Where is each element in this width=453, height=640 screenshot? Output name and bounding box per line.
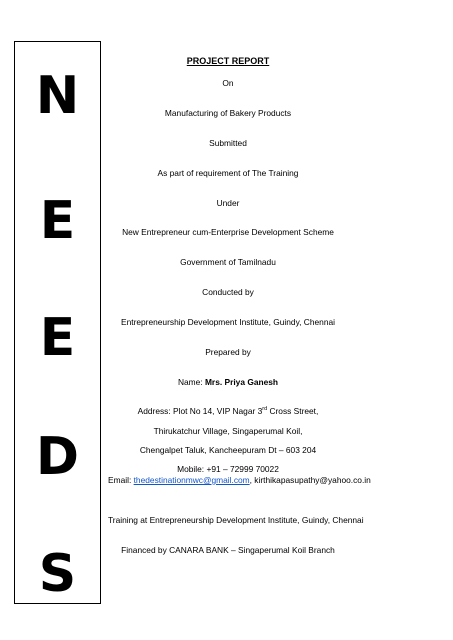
- report-title: PROJECT REPORT: [186, 56, 270, 66]
- side-letter-n: N: [35, 66, 80, 126]
- mobile-number: Mobile: +91 – 72999 70022: [177, 464, 279, 474]
- address-line-1-rest: Cross Street,: [267, 406, 319, 416]
- address-line-2: Thirukatchur Village, Singaperumal Koil,: [153, 426, 303, 436]
- address-line-1-text: Address: Plot No 14, VIP Nagar 3: [137, 406, 263, 416]
- address-line-1: [108, 407, 348, 415]
- side-letter-d: D: [35, 427, 80, 487]
- conducted-by-label: Conducted by: [202, 287, 254, 297]
- requirement-text: As part of requirement of The Training: [157, 168, 299, 178]
- report-subject: Manufacturing of Bakery Products: [164, 108, 292, 118]
- name-value: Mrs. Priya Ganesh: [204, 377, 279, 387]
- side-letter-e-2: E: [39, 308, 76, 368]
- name-label: Name:: [177, 377, 205, 387]
- scheme-name: New Entrepreneur cum-Enterprise Development Scheme: [122, 227, 334, 237]
- submitted-label: Submitted: [209, 138, 247, 148]
- under-label: Under: [216, 198, 240, 208]
- address-ordinal-suffix: rd: [262, 406, 268, 413]
- side-letter-e-1: E: [39, 191, 76, 251]
- training-text: Training at Entrepreneurship Development Institute, Guindy, Chennai: [108, 515, 364, 525]
- prepared-by-label: Prepared by: [205, 347, 251, 357]
- side-letter-s: S: [38, 544, 77, 604]
- institute-name: Entrepreneurship Development Institute, Guindy, Chennai: [121, 317, 335, 327]
- preparer-name: [108, 378, 348, 386]
- email-label: Email:: [108, 475, 134, 485]
- financed-text: Financed by CANARA BANK – Singaperumal Koil Branch: [121, 545, 335, 555]
- on-label: On: [222, 78, 234, 88]
- email-rest: , kirthikapasupathy@yahoo.co.in: [249, 475, 371, 485]
- address-line-3: Chengalpet Taluk, Kancheepuram Dt – 603 204: [139, 445, 317, 455]
- email-line: [108, 475, 371, 485]
- email-link[interactable]: thedestinationmwc@gmail.com: [133, 475, 250, 485]
- government-name: Government of Tamilnadu: [180, 257, 276, 267]
- side-letter-box: [14, 41, 101, 604]
